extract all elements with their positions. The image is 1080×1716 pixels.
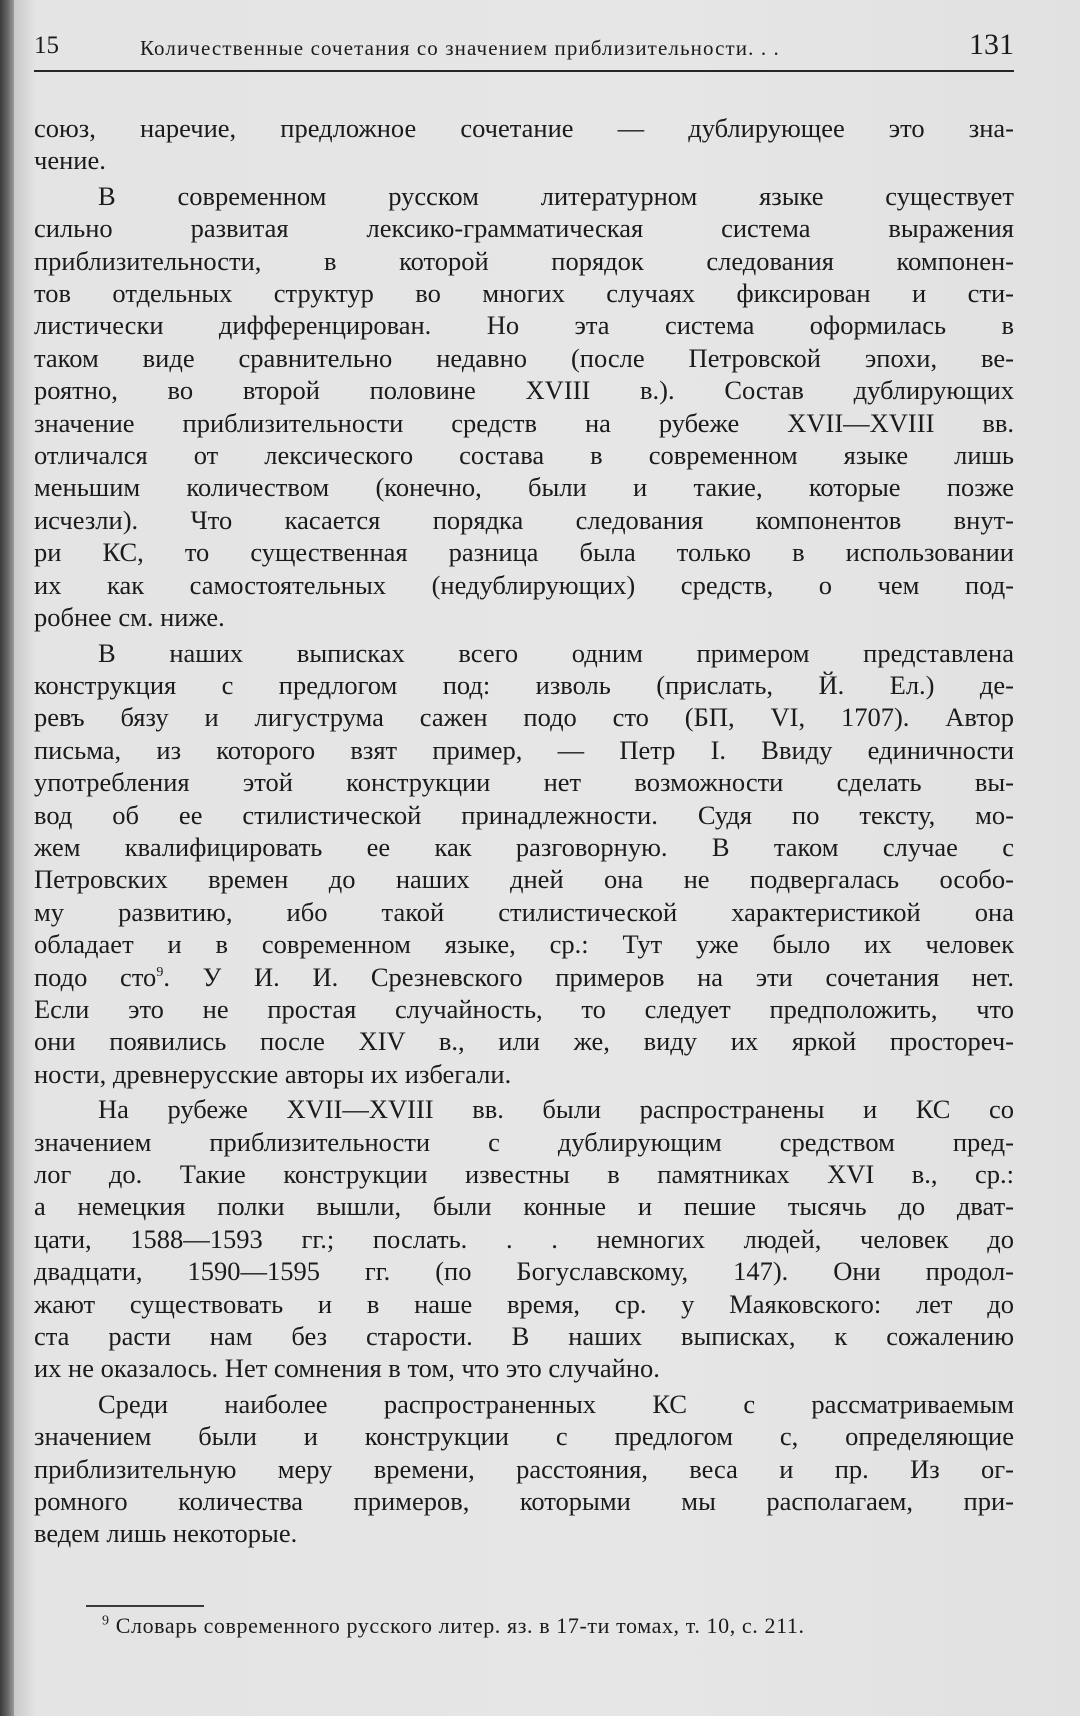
running-title: Количественные сочетания со значением приблизительности. . . [140, 36, 780, 60]
paragraph [34, 1388, 1014, 1550]
paragraph [34, 1093, 1014, 1385]
section-number: 15 [34, 32, 59, 59]
text-line: Среди наиболее распространенных КС с рассматриваемым [98, 1388, 1014, 1419]
text-line: листически дифференцирован. Но эта система оформилась в [34, 310, 1014, 341]
text-line: лог до. Такие конструкции известны в памятниках XVI в., ср.: [34, 1159, 1014, 1189]
text-line: жают существовать и в наше время, ср. у Маяковского: лет до [34, 1288, 1014, 1319]
text-fragment: подо сто [34, 961, 157, 992]
text-line: На рубеже XVII—XVIII вв. были распространены и КС со [98, 1094, 1014, 1125]
text-line: их как самостоятельных (недублирующих) средств, о чем под- [34, 569, 1014, 600]
text-line: робнее см. ниже. [34, 602, 225, 633]
text-line: приблизительную меру времени, расстояния, веса и пр. Из ог- [34, 1453, 1014, 1484]
book-spine-shadow [0, 0, 14, 1716]
footnote-rule [86, 1605, 204, 1607]
text-line: ри КС, то существенная разница была только в использовании [34, 537, 1014, 568]
text-line: тов отдельных структур во многих случаях фиксирован и сти- [34, 278, 1014, 309]
text-line: приблизительности, в которой порядок следования компонен- [34, 245, 1014, 276]
text-line: союз, наречие, предложное сочетание — дублирующее это зна- [34, 113, 1014, 143]
text-line: они появились после XIV в., или же, виду их яркой простореч- [34, 1026, 1014, 1057]
text-line: Петровских времен до наших дней она не подвергалась особо- [34, 864, 1014, 895]
text-line: конструкция с предлогом под: изволь (прислать, Й. Ел.) де- [34, 669, 1014, 700]
text-line: В наших выписках всего одним примером представлена [98, 637, 1014, 668]
text-line: исчезли). Что касается порядка следования компонентов внут- [34, 504, 1014, 535]
paragraph [34, 112, 1014, 177]
text-line: чение. [34, 145, 106, 176]
footnote [102, 1613, 805, 1639]
text-line: употребления этой конструкции нет возможности сделать вы- [34, 767, 1014, 798]
text-line: двадцати, 1590—1595 гг. (по Богуславскому, 147). Они продол- [34, 1256, 1014, 1287]
running-header [34, 28, 1014, 68]
text-line: роятно, во второй половине XVIII в.). Состав дублирующих [34, 375, 1014, 406]
text-fragment: . У И. И. Срезневского примеров на эти сочетания нет. [163, 961, 1014, 992]
footnote-marker: 9 [102, 1613, 110, 1629]
paragraph [34, 637, 1014, 1091]
footnote-text: Словарь современного русского литер. яз. в 17-ти томах, т. 10, с. 211. [115, 1613, 805, 1638]
text-line: ведем лишь некоторые. [34, 1518, 298, 1549]
text-line: обладает и в современном языке, ср.: Тут уже было их человек [34, 929, 1014, 960]
main-text [34, 112, 1014, 1550]
text-line: меньшим количеством (конечно, были и такие, которые позже [34, 472, 1014, 503]
text-line: цати, 1588—1593 гг.; послать. . . немногих людей, человек до [34, 1223, 1014, 1254]
text-line: значение приблизительности средств на рубеже XVII—XVIII вв. [34, 407, 1014, 438]
text-line: значением были и конструкции с предлогом с, определяющие [34, 1421, 1014, 1452]
paragraph [34, 180, 1014, 634]
text-line: ности, древнерусские авторы их избегали. [34, 1058, 512, 1089]
text-line: сильно развитая лексико-грамматическая система выражения [34, 213, 1014, 244]
text-line: а немецкия полки вышли, были конные и пешие тысячь до дват- [34, 1191, 1014, 1222]
text-line: их не оказалось. Нет сомнения в том, что это случайно. [34, 1353, 660, 1384]
page-number: 131 [969, 28, 1014, 61]
text-line: му развитию, ибо такой стилистической характеристикой она [34, 896, 1014, 927]
text-line [34, 961, 1014, 993]
text-line: вод об ее стилистической принадлежности. Судя по тексту, мо- [34, 799, 1014, 830]
text-line: Если это не простая случайность, то следует предположить, что [34, 993, 1014, 1024]
text-line: ревъ бязу и лигуструма сажен подо сто (БП, VI, 1707). Автор [34, 702, 1014, 733]
footnote-reference: 9 [156, 964, 164, 980]
text-line: ромного количества примеров, которыми мы располагаем, при- [34, 1486, 1014, 1517]
text-line: таком виде сравнительно недавно (после Петровской эпохи, ве- [34, 342, 1014, 373]
text-line: значением приблизительности с дублирующим средством пред- [34, 1126, 1014, 1157]
text-line: ста расти нам без старости. В наших выписках, к сожалению [34, 1321, 1014, 1352]
text-line: письма, из которого взят пример, — Петр I. Ввиду единичности [34, 734, 1014, 765]
text-line: отличался от лексического состава в современном языке лишь [34, 440, 1014, 471]
header-rule [34, 70, 1014, 72]
text-line: жем квалифицировать ее как разговорную. В таком случае с [34, 831, 1014, 862]
text-line: В современном русском литературном языке существует [98, 180, 1014, 211]
